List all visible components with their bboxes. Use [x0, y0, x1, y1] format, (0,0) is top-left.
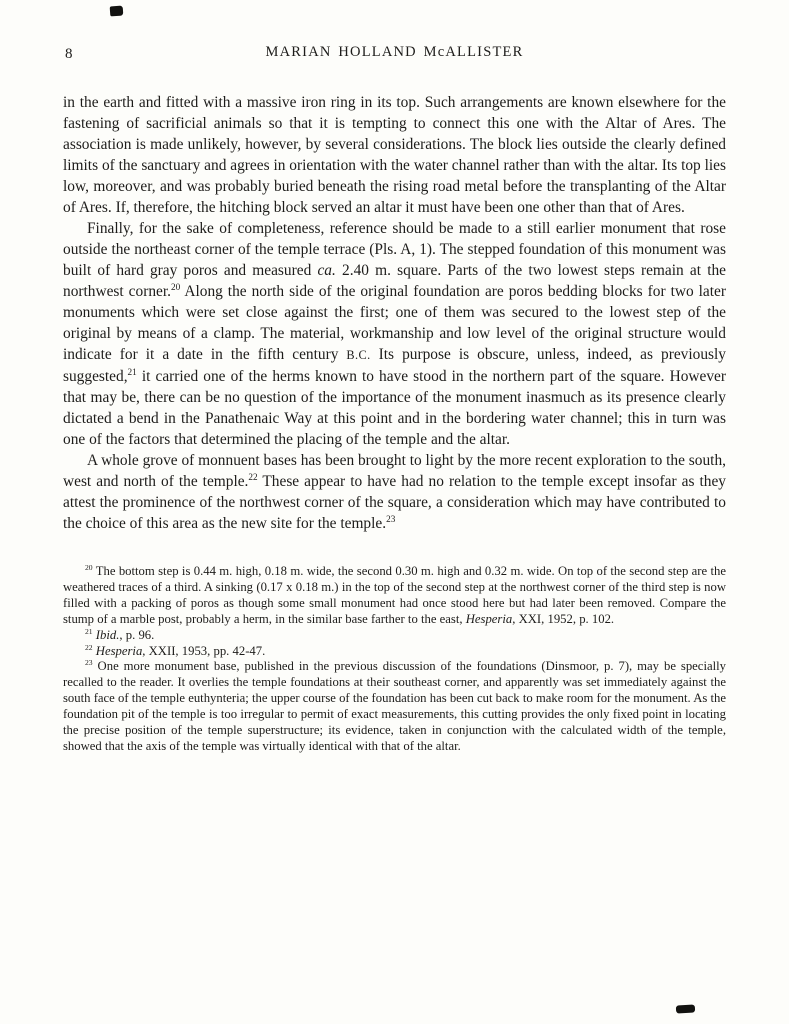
- paragraph: [63, 92, 726, 218]
- text-segment: One more monument base, published in the previous discussion of the foundations (Dinsmoor, p. 7), may be specially recalled to the reader. It overlies the temple foundations at their southeast corner, and apparently was set immediately against the south face of the temple euthynteria; the upper course of the foundation has been cut back to make room for the monument. As the foundation pit of the temple is too irregular to permit of exact measurements, this cutting provides the only fixed point in locating the precise position of the temple superstructure; its evidence, taken in conjunction with the calculated width of the temple, showed that the axis of the temple was virtually identical with that of the altar.: [63, 659, 726, 753]
- footnote: [63, 659, 726, 754]
- footnote-reference: 20: [85, 562, 93, 572]
- italic-text: Ibid.: [92, 627, 120, 642]
- text-segment: , XXII, 1953, pp. 42-47.: [142, 643, 266, 658]
- footnote-reference: 23: [85, 658, 93, 668]
- text-segment: in the earth and fitted with a massive iron ring in its top. Such arrangements are known elsewhere for the fastening of sacrificial animals so that it is tempting to connect this one with the Altar of Ares. The association is made unlikely, however, by several considerations. The block lies outside the clearly defined limits of the sanctuary and agrees in orientation with the water channel rather than with the altar. Its top lies low, moreover, and was probably buried beneath the rising road metal before the transplanting of the Altar of Ares. If, therefore, the hitching block served an altar it must have been one other than that of Ares.: [63, 94, 726, 216]
- footnote-reference: 21: [85, 626, 93, 636]
- body-text: [63, 92, 726, 534]
- text-segment: Its purpose is obscure, unless, indeed, as previously suggested,: [63, 346, 726, 385]
- text-segment: These appear to have had no relation to the temple except insofar as they attest the prominence of the northwest corner of the square, a consideration which may have contributed to the choice of this area as the new site for the temple.: [63, 473, 726, 532]
- italic-text: Hesperia: [92, 643, 143, 658]
- smallcaps-text: B.C.: [346, 348, 371, 362]
- running-head-title: MARIAN HOLLAND McALLISTER: [265, 44, 524, 60]
- text-segment: The bottom step is 0.44 m. high, 0.18 m. wide, the second 0.30 m. high and 0.32 m. wide. On top of the second step are the weathered traces of a third. A sinking (0.17 x 0.18 m.) in the top of the second step at the northwest corner of the third step is now filled with a packing of poros as though some small monument had once stood here but had later been removed. Compare the stump of a marble post, probably a herm, in the similar base farther to the east,: [63, 564, 726, 626]
- scan-artifact-top-left: [110, 6, 124, 17]
- footnote-reference: 20: [170, 281, 181, 292]
- scan-artifact-bottom-right: [676, 1005, 695, 1014]
- footnotes-section: [63, 564, 726, 755]
- footnote-reference: 21: [127, 366, 137, 377]
- footnote-reference: 23: [386, 513, 396, 524]
- footnote: [63, 564, 726, 628]
- page-number: 8: [65, 46, 73, 62]
- italic-text: ca.: [317, 262, 336, 279]
- paragraph: [63, 450, 726, 534]
- text-segment: it carried one of the herms known to have stood in the northern part of the square. However that may be, there can be no question of the importance of the monument inasmuch as its presence clearly dictated a bend in the Panathenaic Way at this point and in the bordering water channel; this in turn was one of the factors that determined the placing of the temple and the altar.: [63, 368, 726, 448]
- paragraph: [63, 218, 726, 450]
- text-segment: Finally, for the sake of completeness, reference should be made to a still earlier monument that rose outside the northeast corner of the temple terrace (Pls. A, 1). The stepped foundation of this monument was built of hard gray poros and measured: [63, 220, 726, 279]
- text-segment: 2.40 m. square. Parts of the two lowest steps remain at the northwest corner.: [63, 262, 726, 300]
- footnote: [63, 644, 726, 660]
- footnote: [63, 628, 726, 644]
- footnote-reference: 22: [85, 642, 93, 652]
- text-segment: A whole grove of monnuent bases has been brought to light by the more recent exploration to the south, west and north of the temple.: [63, 452, 726, 490]
- text-segment: , XXI, 1952, p. 102.: [512, 611, 615, 626]
- text-segment: Along the north side of the original foundation are poros bedding blocks for two later monuments which were set close against the first; one of them was secured to the lowest step of the original by means of a clamp. The material, workmanship and low level of the original structure would indicate for it a date in the fifth century: [63, 283, 726, 363]
- text-segment: , p. 96.: [119, 627, 155, 642]
- italic-text: Hesperia: [465, 611, 513, 626]
- footnote-reference: 22: [248, 471, 258, 482]
- running-header: [63, 44, 726, 66]
